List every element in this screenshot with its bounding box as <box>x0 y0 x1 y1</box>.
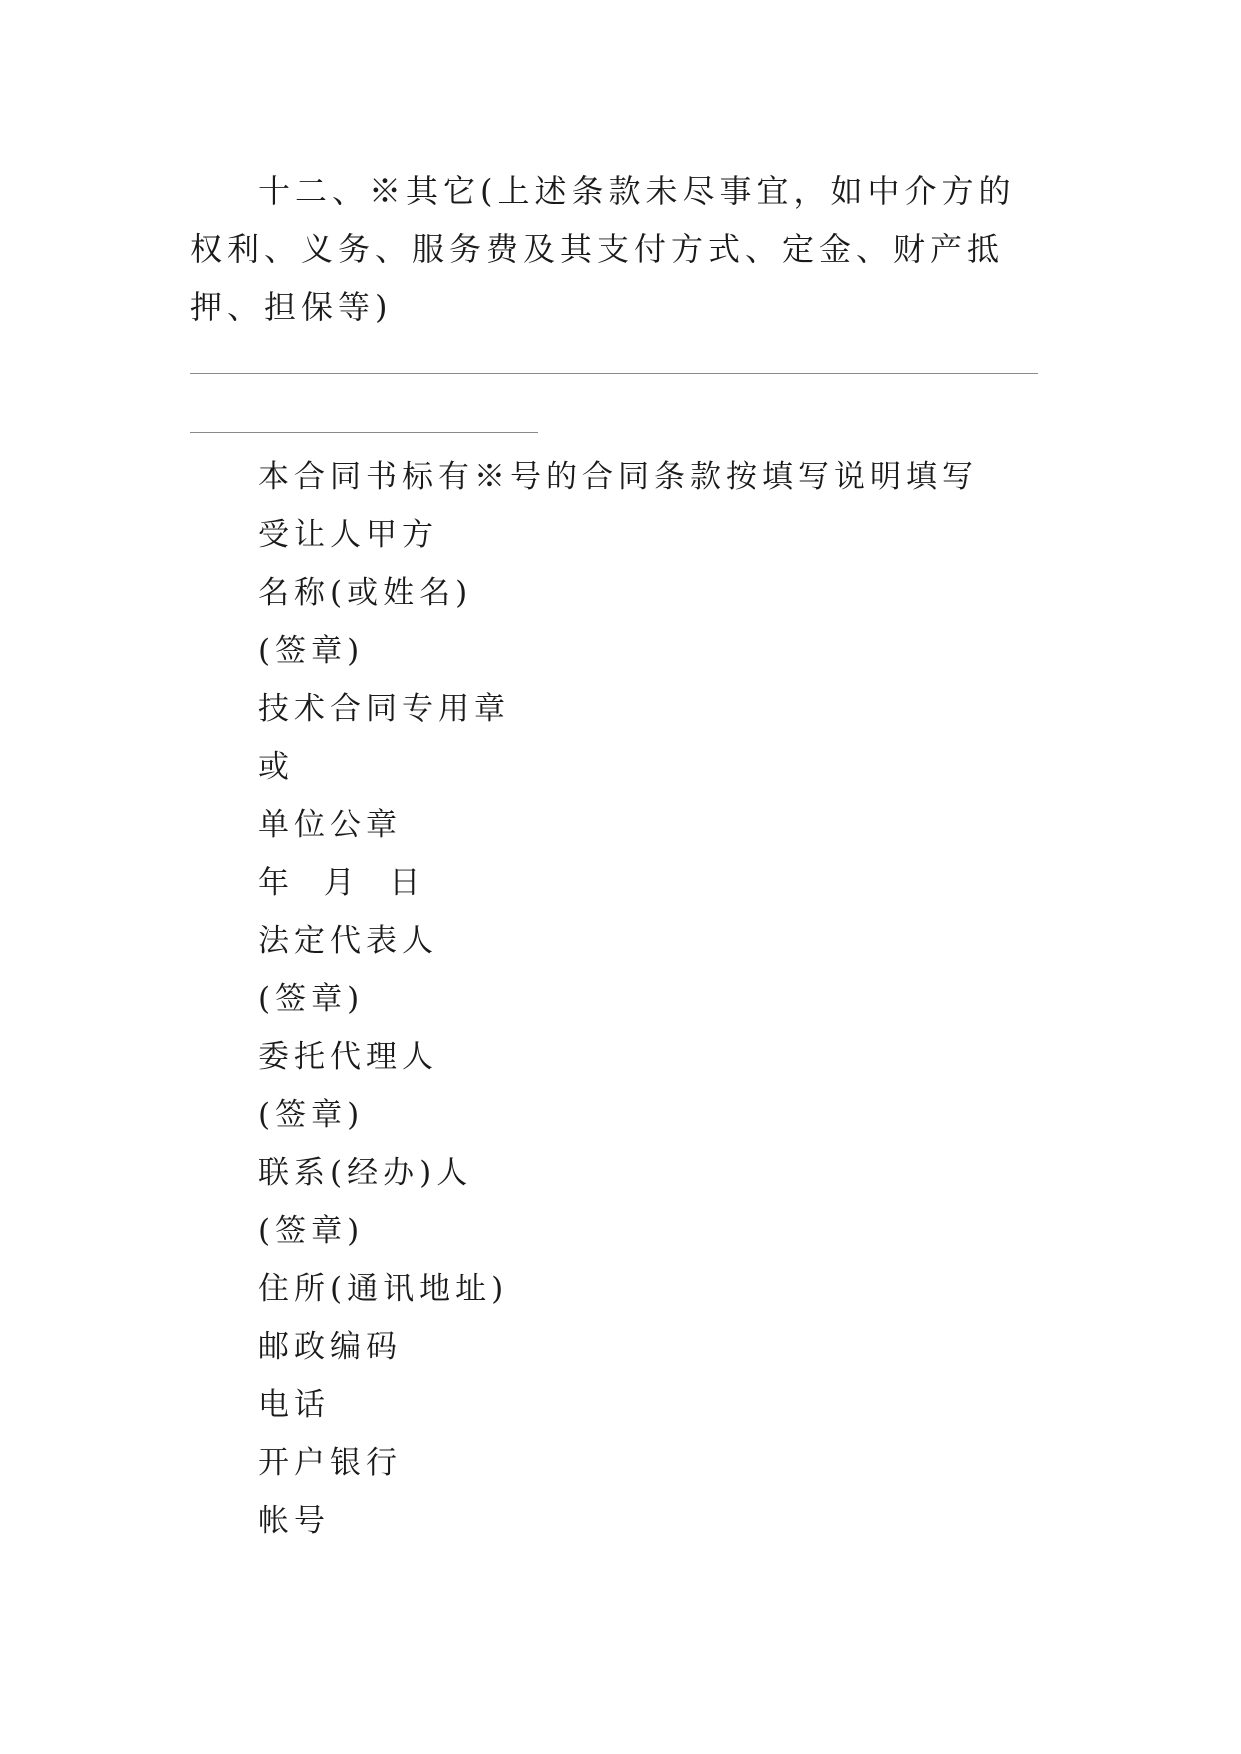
contact-person-label: 联系(经办)人 <box>258 1155 473 1191</box>
postal-code-label: 邮政编码 <box>258 1329 402 1365</box>
phone-label: 电话 <box>258 1387 330 1423</box>
clause-12-paragraph: 十二、※其它(上述条款未尽事宜，如中介方的权利、义务、服务费及其支付方式、定金、财产抵押、担保等) <box>190 172 1016 326</box>
signature-block <box>258 448 978 1550</box>
name-label: 名称(或姓名) <box>258 575 473 611</box>
contract-seal-label: 技术合同专用章 <box>258 691 510 727</box>
fill-in-line <box>190 373 1038 374</box>
seal-label: (签章) <box>258 981 365 1017</box>
bank-label: 开户银行 <box>258 1445 402 1481</box>
seal-label: (签章) <box>258 1097 365 1133</box>
seal-label: (签章) <box>258 633 365 669</box>
fill-in-line-short <box>190 432 538 433</box>
date-label: 年 月 日 <box>258 865 426 901</box>
agent-label: 委托代理人 <box>258 1039 438 1075</box>
account-label: 帐号 <box>258 1503 330 1539</box>
unit-seal-label: 单位公章 <box>258 807 402 843</box>
address-label: 住所(通讯地址) <box>258 1271 509 1307</box>
legal-representative-label: 法定代表人 <box>258 923 438 959</box>
instruction-note: 本合同书标有※号的合同条款按填写说明填写 <box>258 459 978 495</box>
or-label: 或 <box>258 749 294 785</box>
seal-label: (签章) <box>258 1213 365 1249</box>
party-a-heading: 受让人甲方 <box>258 517 438 553</box>
